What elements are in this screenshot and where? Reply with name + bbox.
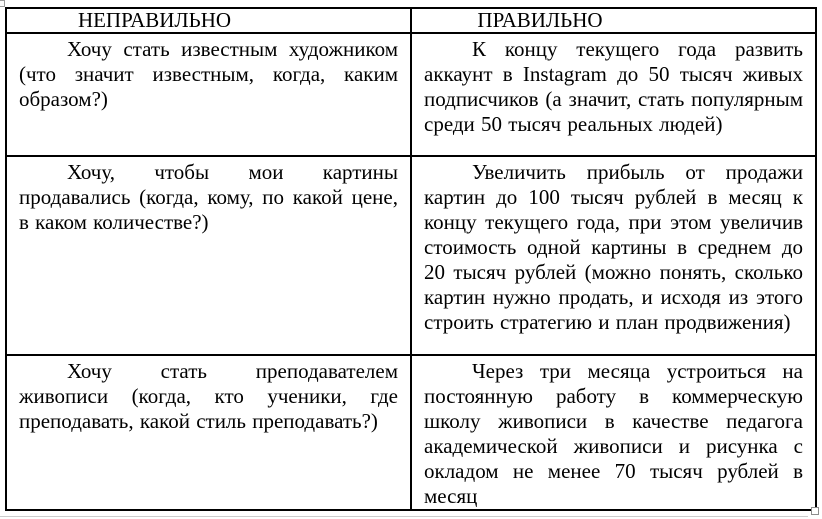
table-row bbox=[6, 33, 816, 156]
cell-right-3-text: Через три месяца устроиться на постоянную работу в коммерческую школу живописи в качестве педагога академической живописи и рисунка с окладом не менее 70 тысяч рублей в месяц bbox=[424, 359, 803, 508]
cell-wrong-1[interactable] bbox=[6, 33, 411, 156]
cell-right-3[interactable] bbox=[411, 355, 816, 510]
table-header-row bbox=[6, 8, 816, 33]
cell-wrong-3-text: Хочу стать преподавателем живописи (когда, кто ученики, где преподавать, какой стиль преподавать?) bbox=[19, 359, 398, 433]
table-move-handle-icon[interactable] bbox=[0, 0, 5, 7]
cell-right-2-text: Увеличить прибыль от продажи картин до 100 тысяч рублей в месяц к концу текущего года, при этом увеличив стоимость одной картины в среднем до 20 тысяч рублей (можно понять, сколько картин нужно продать, и исходя из этого строить стратегию и план продвижения) bbox=[424, 160, 803, 334]
cell-wrong-2-text: Хочу, чтобы мои картины продавались (когда, кому, по какой цене, в каком количестве?) bbox=[19, 160, 398, 234]
header-label-right: ПРАВИЛЬНО bbox=[477, 8, 603, 32]
cell-right-1[interactable] bbox=[411, 33, 816, 156]
cell-wrong-3[interactable] bbox=[6, 355, 411, 510]
goal-setting-table bbox=[5, 7, 817, 511]
cell-right-2[interactable] bbox=[411, 156, 816, 355]
cell-wrong-2[interactable] bbox=[6, 156, 411, 355]
table-row bbox=[6, 156, 816, 355]
table-row bbox=[6, 355, 816, 510]
cell-wrong-1-text: Хочу стать известным художником (что значит известным, когда, каким образом?) bbox=[19, 37, 398, 111]
cell-right-1-text: К концу текущего года развить аккаунт в Instagram до 50 тысяч живых подписчиков (а значит, стать популярным среди 50 тысяч реальных людей) bbox=[424, 37, 803, 136]
header-cell-right[interactable] bbox=[411, 8, 816, 33]
header-label-wrong: НЕПРАВИЛЬНО bbox=[77, 8, 232, 32]
page-edge-line bbox=[0, 516, 808, 517]
table-resize-handle-icon[interactable] bbox=[811, 507, 819, 515]
header-cell-wrong[interactable] bbox=[6, 8, 411, 33]
